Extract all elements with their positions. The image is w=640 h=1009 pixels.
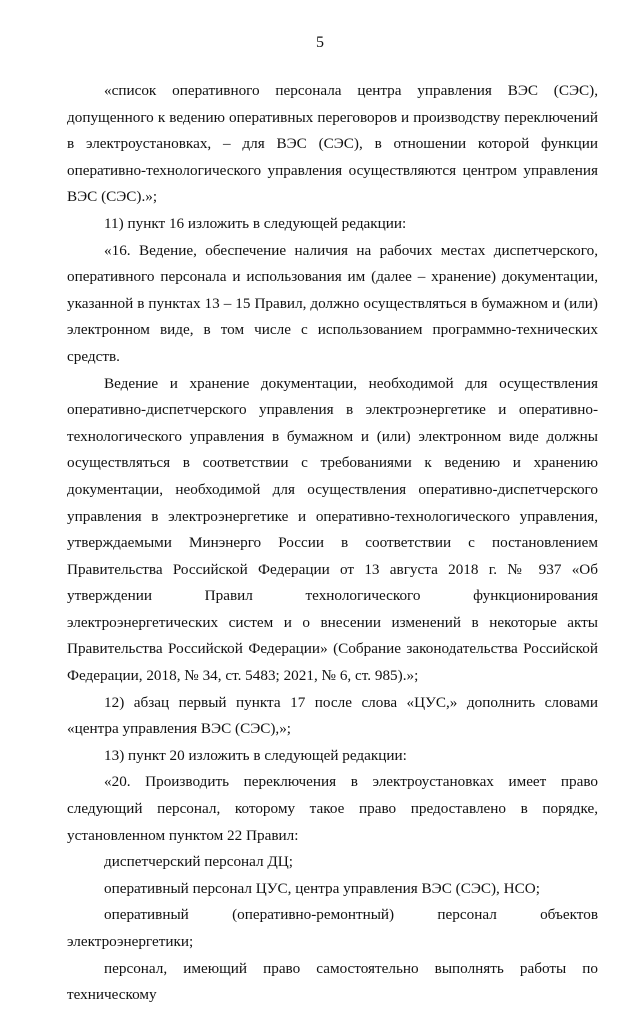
list-item-maintenance-personnel: персонал, имеющий право самостоятельно выполнять работы по техническому bbox=[67, 959, 598, 1004]
paragraph-item-12: 12) абзац первый пункта 17 после слова «ЦУС,» дополнить словами «центра управления ВЭС (СЭС),»; bbox=[67, 693, 598, 738]
document-body bbox=[67, 78, 598, 1009]
paragraph-item-13: 13) пункт 20 изложить в следующей редакции: bbox=[104, 746, 407, 764]
page-number: 5 bbox=[316, 34, 324, 51]
list-item-dispatch-personnel: диспетчерский персонал ДЦ; bbox=[104, 853, 293, 871]
paragraph-documentation-storage: Ведение и хранение документации, необходимой для осуществления оперативно-диспетчерского управления в электроэнергетике и оперативно-технологического управления в бумажном и (или) электронном виде должны осуществляться в соответствии с требованиями к ведению и хранению документации, необходимой для осуществления оперативно-диспетчерского управления в электроэнергетике и оперативно-технологического управления, утверждаемыми Минэнерго России в соответствии с постановлением Правительства Российской Федерации от 13 августа 2018 г. № 937 «Об утверждении Правил технологического функционирования электроэнергетических систем и о внесении изменений в некоторые акты Правительства Российской Федерации» (Собрание законодательства Российской Федерации, 2018, № 34, ст. 5483; 2021, № 6, ст. 985).»; bbox=[67, 374, 598, 685]
paragraph-item-11: 11) пункт 16 изложить в следующей редакции: bbox=[104, 214, 407, 232]
list-item-repair-personnel: оперативный (оперативно-ремонтный) персонал объектов электроэнергетики; bbox=[67, 906, 598, 950]
list-item-operational-personnel: оперативный персонал ЦУС, центра управления ВЭС (СЭС), НСО; bbox=[104, 879, 540, 897]
paragraph-point-16: «16. Ведение, обеспечение наличия на рабочих местах диспетчерского, оперативного персонала и использования им (далее – хранение) документации, указанной в пунктах 13 – 15 Правил, должно осуществляться в бумажном и (или) электронном виде, в том числе с использованием программно-технических средств. bbox=[67, 241, 598, 365]
paragraph-point-20: «20. Производить переключения в электроустановках имеет право следующий персонал, которому такое право предоставлено в порядке, установленном пунктом 22 Правил: bbox=[67, 773, 598, 844]
paragraph-list-of-personnel: «список оперативного персонала центра управления ВЭС (СЭС), допущенного к ведению оперативных переговоров и производству переключений в электроустановках, – для ВЭС (СЭС), в отношении которой функции оперативно-технологического управления осуществляются центром управления ВЭС (СЭС).»; bbox=[67, 82, 598, 206]
